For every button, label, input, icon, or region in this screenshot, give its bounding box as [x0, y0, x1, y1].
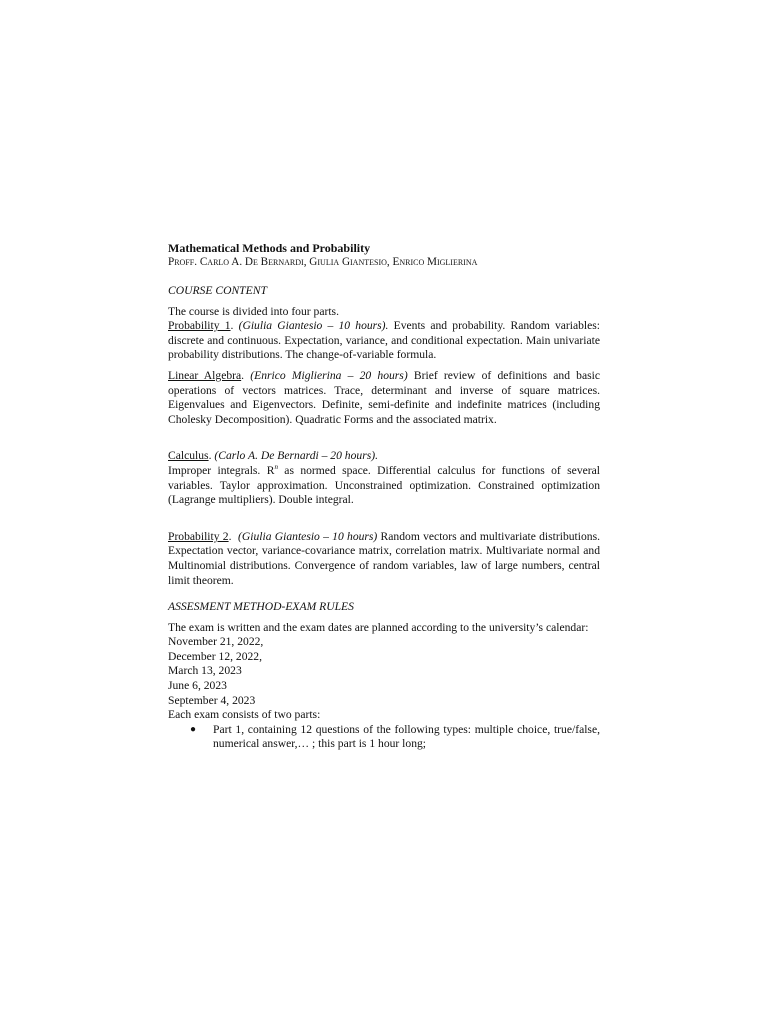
- assessment-heading: ASSESMENT METHOD-EXAM RULES: [168, 600, 354, 614]
- document-page: [168, 241, 600, 752]
- probability2-paragraph: [168, 530, 600, 588]
- bullet-text: Part 1, containing 12 questions of the following types: multiple choice, true/false, numerical answer,… ; this part is 1 hour long;: [213, 722, 600, 751]
- probability2-label: Probability 2: [168, 529, 229, 543]
- linear-algebra-paragraph: [168, 369, 600, 427]
- authors-line: Proff. Carlo A. De Bernardi, Giulia Giantesio, Enrico Miglierina: [168, 256, 478, 268]
- exam-date: November 21, 2022,: [168, 635, 264, 649]
- bullet-item: [168, 723, 600, 752]
- probability2-instructor: (Giulia Giantesio – 10 hours): [238, 529, 378, 543]
- probability1-period: .: [230, 319, 239, 333]
- probability1-label: Probability 1: [168, 319, 231, 333]
- linear-algebra-text: Brief review of definitions and basic operations of vectors matrices. Trace, determinant and inverse of square matrices. Eigenvalues and Eigenvectors. Definite, semi-definite and indefinite matrices (including Cholesky Decomposition). Quadratic Forms and the associated matrix.: [168, 368, 601, 426]
- probability1-instructor: (Giulia Giantesio – 10 hours).: [238, 319, 389, 333]
- calculus-period: .: [208, 449, 215, 463]
- linear-algebra-instructor: (Enrico Miglierina – 20 hours): [250, 368, 408, 382]
- calculus-text-after: as normed space. Differential calculus for functions of several variables. Taylor approximation. Unconstrained optimization. Constrained optimization (Lagrange multipliers). Double integral.: [168, 463, 600, 507]
- bullet-icon: ●: [190, 723, 197, 735]
- probability2-text: Random vectors and multivariate distributions. Expectation vector, variance-covariance matrix, correlation matrix. Multivariate normal and Multinomial distributions. Convergence of random variables, law of large numbers, central limit theorem.: [168, 529, 600, 587]
- calculus-paragraph: [168, 464, 600, 508]
- course-intro: The course is divided into four parts.: [168, 304, 339, 318]
- exam-parts-intro: Each exam consists of two parts:: [168, 708, 321, 722]
- exam-date: September 4, 2023: [168, 693, 256, 707]
- calculus-instructor: (Carlo A. De Bernardi – 20 hours).: [214, 449, 378, 463]
- assessment-intro: The exam is written and the exam dates are planned according to the university’s calendar:: [168, 620, 589, 634]
- course-content-heading: COURSE CONTENT: [168, 284, 267, 297]
- probability1-paragraph: [168, 319, 600, 363]
- linear-algebra-label: Linear Algebra: [168, 368, 242, 382]
- linear-algebra-period: .: [241, 368, 251, 382]
- calculus-text-before: Improper integrals. R: [168, 463, 275, 477]
- calculus-header: [168, 449, 600, 464]
- probability2-period: .: [228, 529, 239, 543]
- document-title: Mathematical Methods and Probability: [168, 241, 371, 255]
- calculus-superscript: n: [274, 463, 278, 472]
- exam-date: December 12, 2022,: [168, 649, 263, 663]
- exam-date: March 13, 2023: [168, 664, 242, 678]
- probability1-text: Events and probability. Random variables: discrete and continuous. Expectation, variance, and conditional expectation. Main univariate probability distributions. The change-of-variable formula.: [168, 319, 601, 362]
- calculus-label: Calculus: [168, 449, 209, 463]
- exam-date: June 6, 2023: [168, 679, 227, 693]
